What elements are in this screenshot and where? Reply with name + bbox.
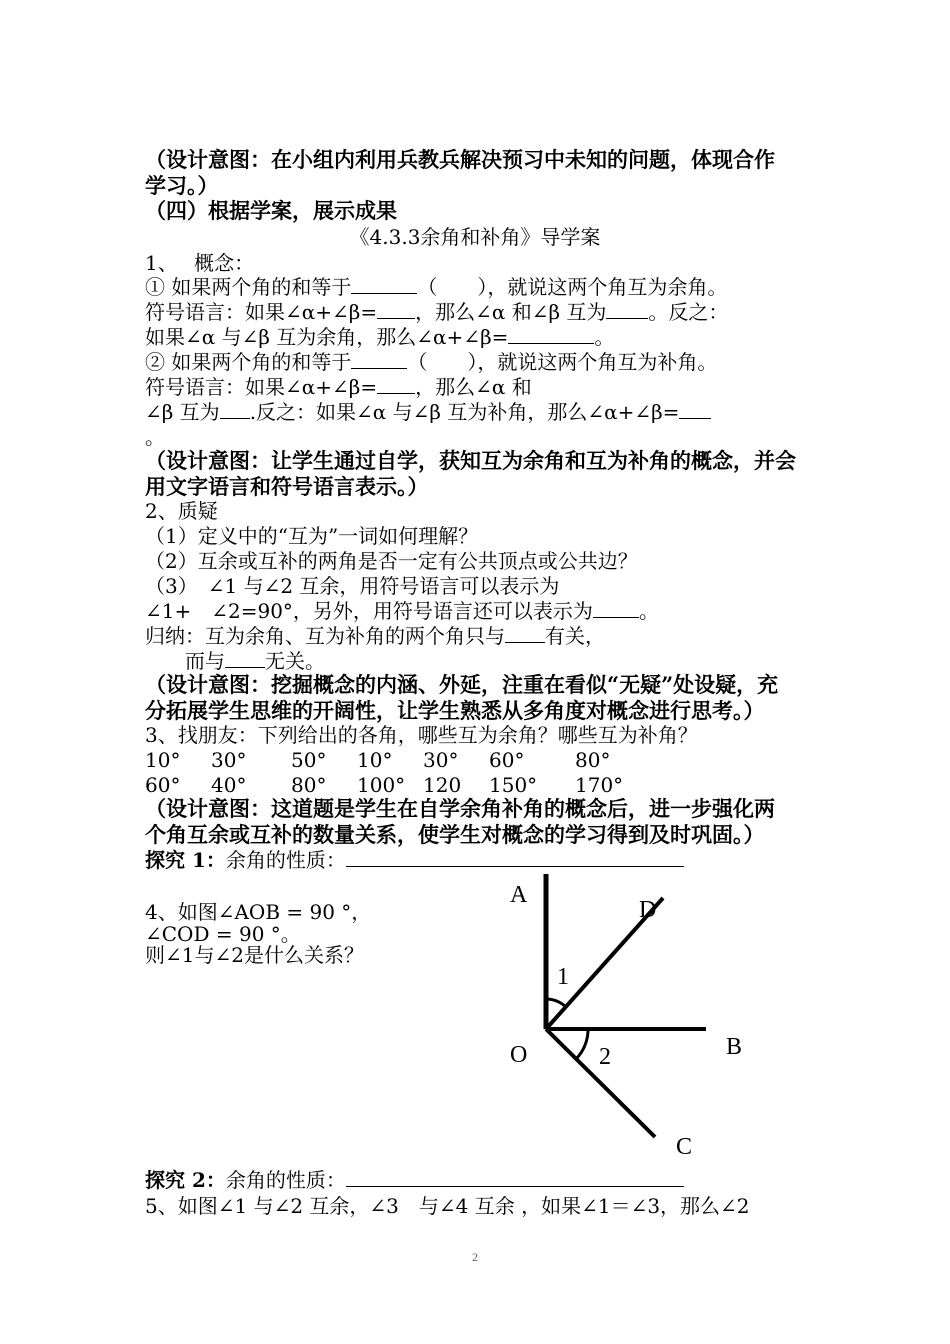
angle-value: 80° [575, 748, 611, 772]
design-intent-2-line-1: （设计意图：让学生通过自学，获知互为余角和互为补角的概念，并会 [145, 448, 796, 473]
problem-4-line-2: ∠COD = 90 °。 [145, 922, 301, 946]
angle-value: 80° [291, 773, 327, 797]
answer-blank[interactable] [593, 599, 639, 618]
answer-blank[interactable] [508, 325, 594, 344]
angle-value: 120 [423, 773, 462, 797]
angle-1-arc [546, 999, 566, 1007]
supplement-converse [145, 400, 711, 424]
question-1: （1）定义中的“互为”一词如何理解？ [145, 524, 479, 548]
answer-blank[interactable] [505, 624, 545, 643]
angle-value: 60° [489, 748, 525, 772]
text: ∠β 互为 [145, 400, 220, 424]
angle-value: 170° [575, 773, 624, 797]
design-intent-1-line-2: 学习。） [145, 173, 219, 198]
angle-value: 30° [211, 748, 247, 772]
angles-row-1 [145, 748, 625, 772]
explore-2 [145, 1168, 684, 1192]
problem-4-line-1: 4、如图∠AOB = 90 °， [145, 900, 372, 924]
text: 归纳：互为余角、互为补角的两个角只与 [145, 624, 505, 648]
text: 余角的性质： [225, 1168, 346, 1192]
text: .反之：如果∠α 与∠β 互为补角，那么∠α+∠β= [249, 400, 680, 424]
angle-value: 30° [423, 748, 459, 772]
text: 有关， [545, 624, 605, 648]
problem-5: 5、如图∠1 与∠2 互余，∠3 与∠4 互余 ，如果∠1＝∠3，那么∠2 [145, 1194, 750, 1218]
angle-value: 40° [211, 773, 247, 797]
text: 。 [638, 599, 659, 623]
design-intent-2-line-2: 用文字语言和符号语言表示。） [145, 474, 429, 499]
supplement-symbolic [145, 375, 532, 399]
period-line: 。 [145, 425, 165, 449]
text: 。 [594, 325, 615, 349]
complement-definition [145, 275, 727, 299]
label-a: A [510, 882, 528, 908]
answer-blank[interactable] [377, 375, 415, 394]
angle-value: 50° [291, 748, 327, 772]
text: ② 如果两个角的和等于 [145, 350, 352, 374]
angle-value: 150° [489, 773, 538, 797]
angle-value: 10° [357, 748, 393, 772]
label-c: C [676, 1134, 693, 1160]
question-heading: 2、质疑 [145, 499, 218, 523]
design-intent-3-line-1: （设计意图：挖掘概念的内涵、外延，注重在看似“无疑”处设疑，充 [145, 672, 779, 697]
answer-blank[interactable] [351, 350, 407, 369]
question-2: （2）互余或互补的两角是否一定有公共顶点或公共边？ [145, 549, 638, 573]
problem-4-line-3: 则∠1与∠2是什么关系？ [145, 943, 364, 967]
section-heading-4: （四）根据学案，展示成果 [145, 198, 397, 223]
complement-symbolic [145, 300, 728, 324]
angle-figure [490, 860, 760, 1180]
concept-heading: 1、 概念： [145, 251, 255, 275]
label-b: B [726, 1034, 743, 1060]
text: 如果∠α 与∠β 互为余角，那么∠α+∠β= [145, 325, 509, 349]
answer-blank[interactable] [225, 649, 265, 668]
page-number: 2 [472, 1250, 478, 1264]
label-2: 2 [599, 1044, 611, 1070]
label-o: O [510, 1042, 528, 1068]
complement-converse [145, 325, 614, 349]
text: 而与 [145, 649, 225, 673]
question-3: （3） ∠1 与∠2 互余，用符号语言可以表示为 [145, 574, 560, 598]
angles-row-2 [145, 773, 625, 797]
text: 符号语言：如果∠α+∠β= [145, 375, 378, 399]
text: ∠1+ ∠2=90°，另外，用符号语言还可以表示为 [145, 599, 593, 623]
supplement-definition [145, 350, 717, 374]
label-1: 1 [557, 964, 569, 990]
text: ，那么∠α 和∠β 互为 [415, 300, 607, 324]
explore-label: 探究 2： [145, 1168, 226, 1192]
design-intent-1-line-1: （设计意图：在小组内利用兵教兵解决预习中未知的问题，体现合作 [145, 147, 775, 172]
design-intent-4-line-1: （设计意图：这道题是学生在自学余角补角的概念后，进一步强化两 [145, 796, 775, 821]
label-d: D [639, 897, 657, 923]
text: 符号语言：如果∠α+∠β= [145, 300, 378, 324]
design-intent-3-line-2: 分拓展学生思维的开阔性，让学生熟悉从多角度对概念进行思考。） [145, 698, 765, 723]
answer-blank[interactable] [346, 1168, 684, 1187]
summary-line-2 [145, 649, 325, 673]
design-intent-4-line-2: 个角互余或互补的数量关系，使学生对概念的学习得到及时巩固。） [145, 822, 765, 847]
text: （ ），就说这两个角互为补角。 [407, 350, 718, 374]
angle-value: 60° [145, 773, 181, 797]
answer-blank[interactable] [606, 300, 648, 319]
answer-blank[interactable] [220, 400, 250, 419]
summary-line-1 [145, 624, 605, 648]
answer-blank[interactable] [351, 275, 417, 294]
text: （ ），就说这两个角互为余角。 [417, 275, 728, 299]
text: 余角的性质： [225, 848, 346, 872]
document-title: 《4.3.3余角和补角》导学案 [349, 225, 601, 249]
text: 无关。 [265, 649, 325, 673]
text: 。反之： [648, 300, 729, 324]
answer-blank[interactable] [679, 400, 711, 419]
text: ① 如果两个角的和等于 [145, 275, 352, 299]
angle-value: 10° [145, 748, 181, 772]
angle-value: 100° [357, 773, 406, 797]
answer-blank[interactable] [377, 300, 415, 319]
question-3-continued [145, 599, 659, 623]
angle-2-arc [576, 1029, 588, 1059]
text: ，那么∠α 和 [415, 375, 532, 399]
find-friends-question: 3、找朋友：下列给出的各角，哪些互为余角？哪些互为补角？ [145, 723, 698, 747]
explore-label: 探究 1： [145, 848, 226, 872]
